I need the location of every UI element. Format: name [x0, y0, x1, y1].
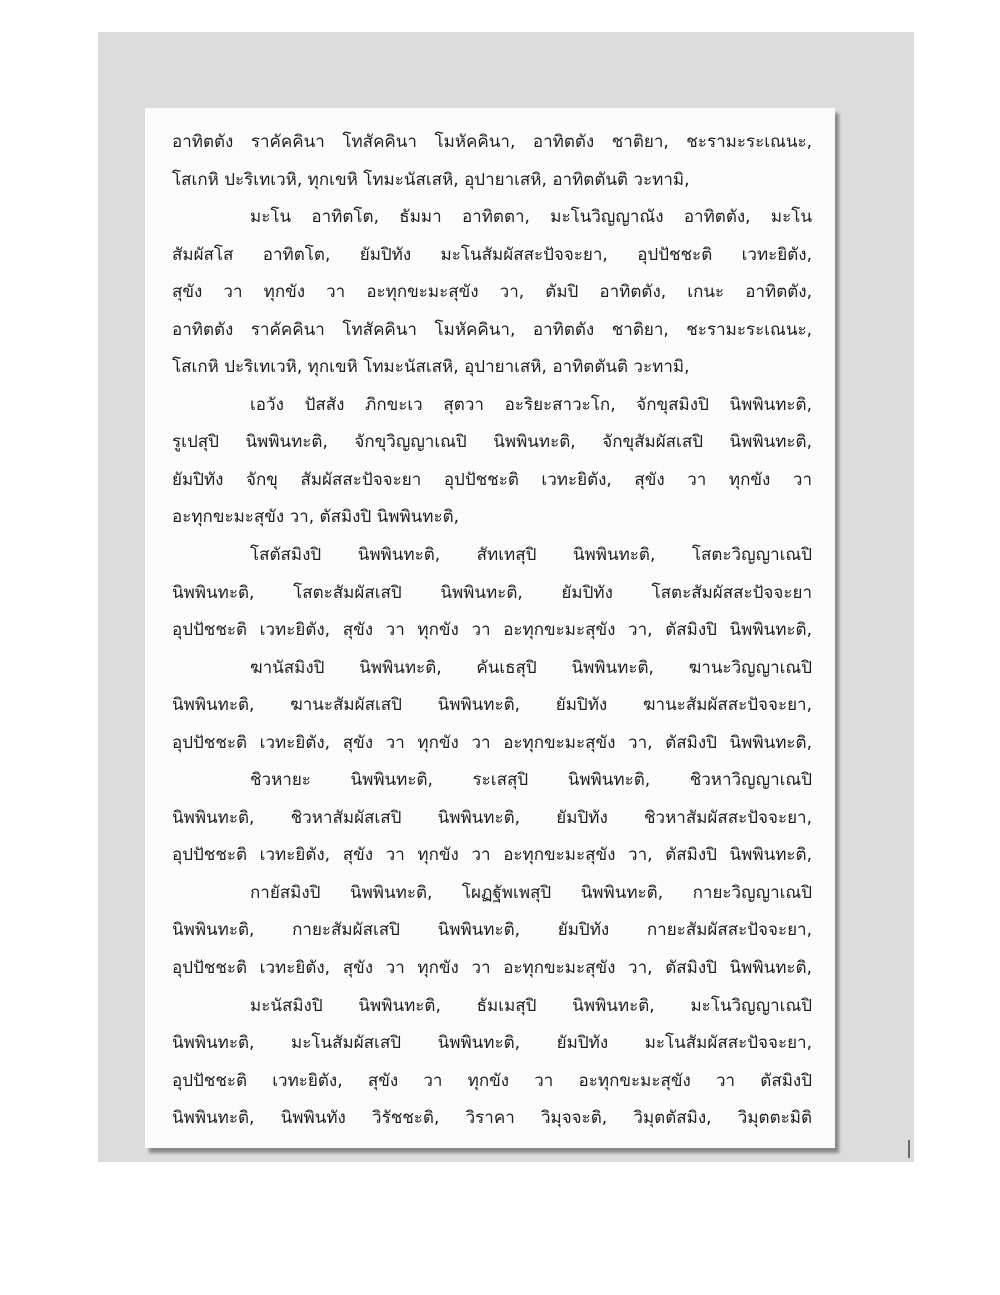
text-line: อาทิตตัง ราคัคคินา โทสัคคินา โมหัคคินา, อาทิตตัง ชาติยา, ชะรามะระเณนะ, — [172, 132, 812, 152]
text-line: โสตัสมิงปิ นิพพินทะติ, สัทเทสุปิ นิพพินทะติ, โสตะวิญญาเณปิ — [250, 545, 812, 566]
text-line: อะทุกขะมะสุขัง วา, ตัสมิงปิ นิพพินทะติ, — [172, 507, 460, 528]
text-line: อุปปัชชะติ เวทะยิตัง, สุขัง วา ทุกขัง วา อะทุกขะมะสุขัง วา, ตัสมิงปิ นิพพินทะติ, — [172, 845, 812, 866]
text-line: อุปปัชชะติ เวทะยิตัง, สุขัง วา ทุกขัง วา อะทุกขะมะสุขัง วา ตัสมิงปิ — [172, 1070, 812, 1091]
text-line: กายัสมิงปิ นิพพินทะติ, โผฏฐัพเพสุปิ นิพพินทะติ, กายะวิญญาเณปิ — [250, 882, 812, 903]
scan-edge-mark — [908, 1140, 910, 1158]
text-line: สุขัง วา ทุกขัง วา อะทุกขะมะสุขัง วา, ตัมปิ อาทิตตัง, เกนะ อาทิตตัง, — [172, 282, 812, 303]
text-line: นิพพินทะติ, ชิวหาสัมผัสเสปิ นิพพินทะติ, ยัมปิทัง ชิวหาสัมผัสสะปัจจะยา, — [172, 807, 812, 828]
text-line: อุปปัชชะติ เวทะยิตัง, สุขัง วา ทุกขัง วา อะทุกขะมะสุขัง วา, ตัสมิงปิ นิพพินทะติ, — [172, 958, 812, 979]
text-line: นิพพินทะติ, มะโนสัมผัสเสปิ นิพพินทะติ, ยัมปิทัง มะโนสัมผัสสะปัจจะยา, — [172, 1033, 812, 1054]
text-line: อาทิตตัง ราคัคคินา โทสัคคินา โมหัคคินา, อาทิตตัง ชาติยา, ชะรามะระเณนะ, — [172, 319, 812, 340]
text-line: โสเกหิ ปะริเทเวหิ, ทุกเขหิ โทมะนัสเสหิ, อุปายาเสหิ, อาทิตตันติ วะทามิ, — [172, 169, 690, 190]
text-line: สัมผัสโส อาทิตโต, ยัมปิทัง มะโนสัมผัสสะปัจจะยา, อุปปัชชะติ เวทะยิตัง, — [172, 244, 812, 265]
text-line: ชิวหายะ นิพพินทะติ, ระเสสุปิ นิพพินทะติ, ชิวหาวิญญาเณปิ — [250, 770, 812, 791]
text-line: นิพพินทะติ, กายะสัมผัสเสปิ นิพพินทะติ, ยัมปิทัง กายะสัมผัสสะปัจจะยา, — [172, 920, 812, 941]
text-line: โสเกหิ ปะริเทเวหิ, ทุกเขหิ โทมะนัสเสหิ, อุปายาเสหิ, อาทิตตันติ วะทามิ, — [172, 357, 690, 378]
text-line: นิพพินทะติ, โสตะสัมผัสเสปิ นิพพินทะติ, ยัมปิทัง โสตะสัมผัสสะปัจจะยา — [172, 582, 812, 603]
text-line: นิพพินทะติ, นิพพินทัง วิรัชชะติ, วิราคา วิมุจจะติ, วิมุตตัสมิง, วิมุตตะมิติ — [172, 1108, 812, 1129]
text-line: อุปปัชชะติ เวทะยิตัง, สุขัง วา ทุกขัง วา อะทุกขะมะสุขัง วา, ตัสมิงปิ นิพพินทะติ, — [172, 620, 812, 641]
text-line: ฆานัสมิงปิ นิพพินทะติ, คันเธสุปิ นิพพินทะติ, ฆานะวิญญาเณปิ — [250, 657, 812, 678]
text-line: รูเปสุปิ นิพพินทะติ, จักขุวิญญาเณปิ นิพพินทะติ, จักขุสัมผัสเสปิ นิพพินทะติ, — [172, 432, 812, 453]
chant-text-block — [172, 124, 812, 1138]
text-line: เอวัง ปัสสัง ภิกขะเว สุตวา อะริยะสาวะโก, จักขุสมิงปิ นิพพินทะติ, — [250, 394, 812, 415]
text-line: นิพพินทะติ, ฆานะสัมผัสเสปิ นิพพินทะติ, ยัมปิทัง ฆานะสัมผัสสะปัจจะยา, — [172, 695, 812, 716]
text-line: อุปปัชชะติ เวทะยิตัง, สุขัง วา ทุกขัง วา อะทุกขะมะสุขัง วา, ตัสมิงปิ นิพพินทะติ, — [172, 732, 812, 753]
text-line: มะโน อาทิตโต, ธัมมา อาทิตตา, มะโนวิญญาณัง อาทิตตัง, มะโน — [250, 207, 812, 228]
text-line: มะนัสมิงปิ นิพพินทะติ, ธัมเมสุปิ นิพพินทะติ, มะโนวิญญาเณปิ — [250, 995, 812, 1016]
text-line: ยัมปิทัง จักขุ สัมผัสสะปัจจะยา อุปปัชชะติ เวทะยิตัง, สุขัง วา ทุกขัง วา — [172, 469, 812, 490]
